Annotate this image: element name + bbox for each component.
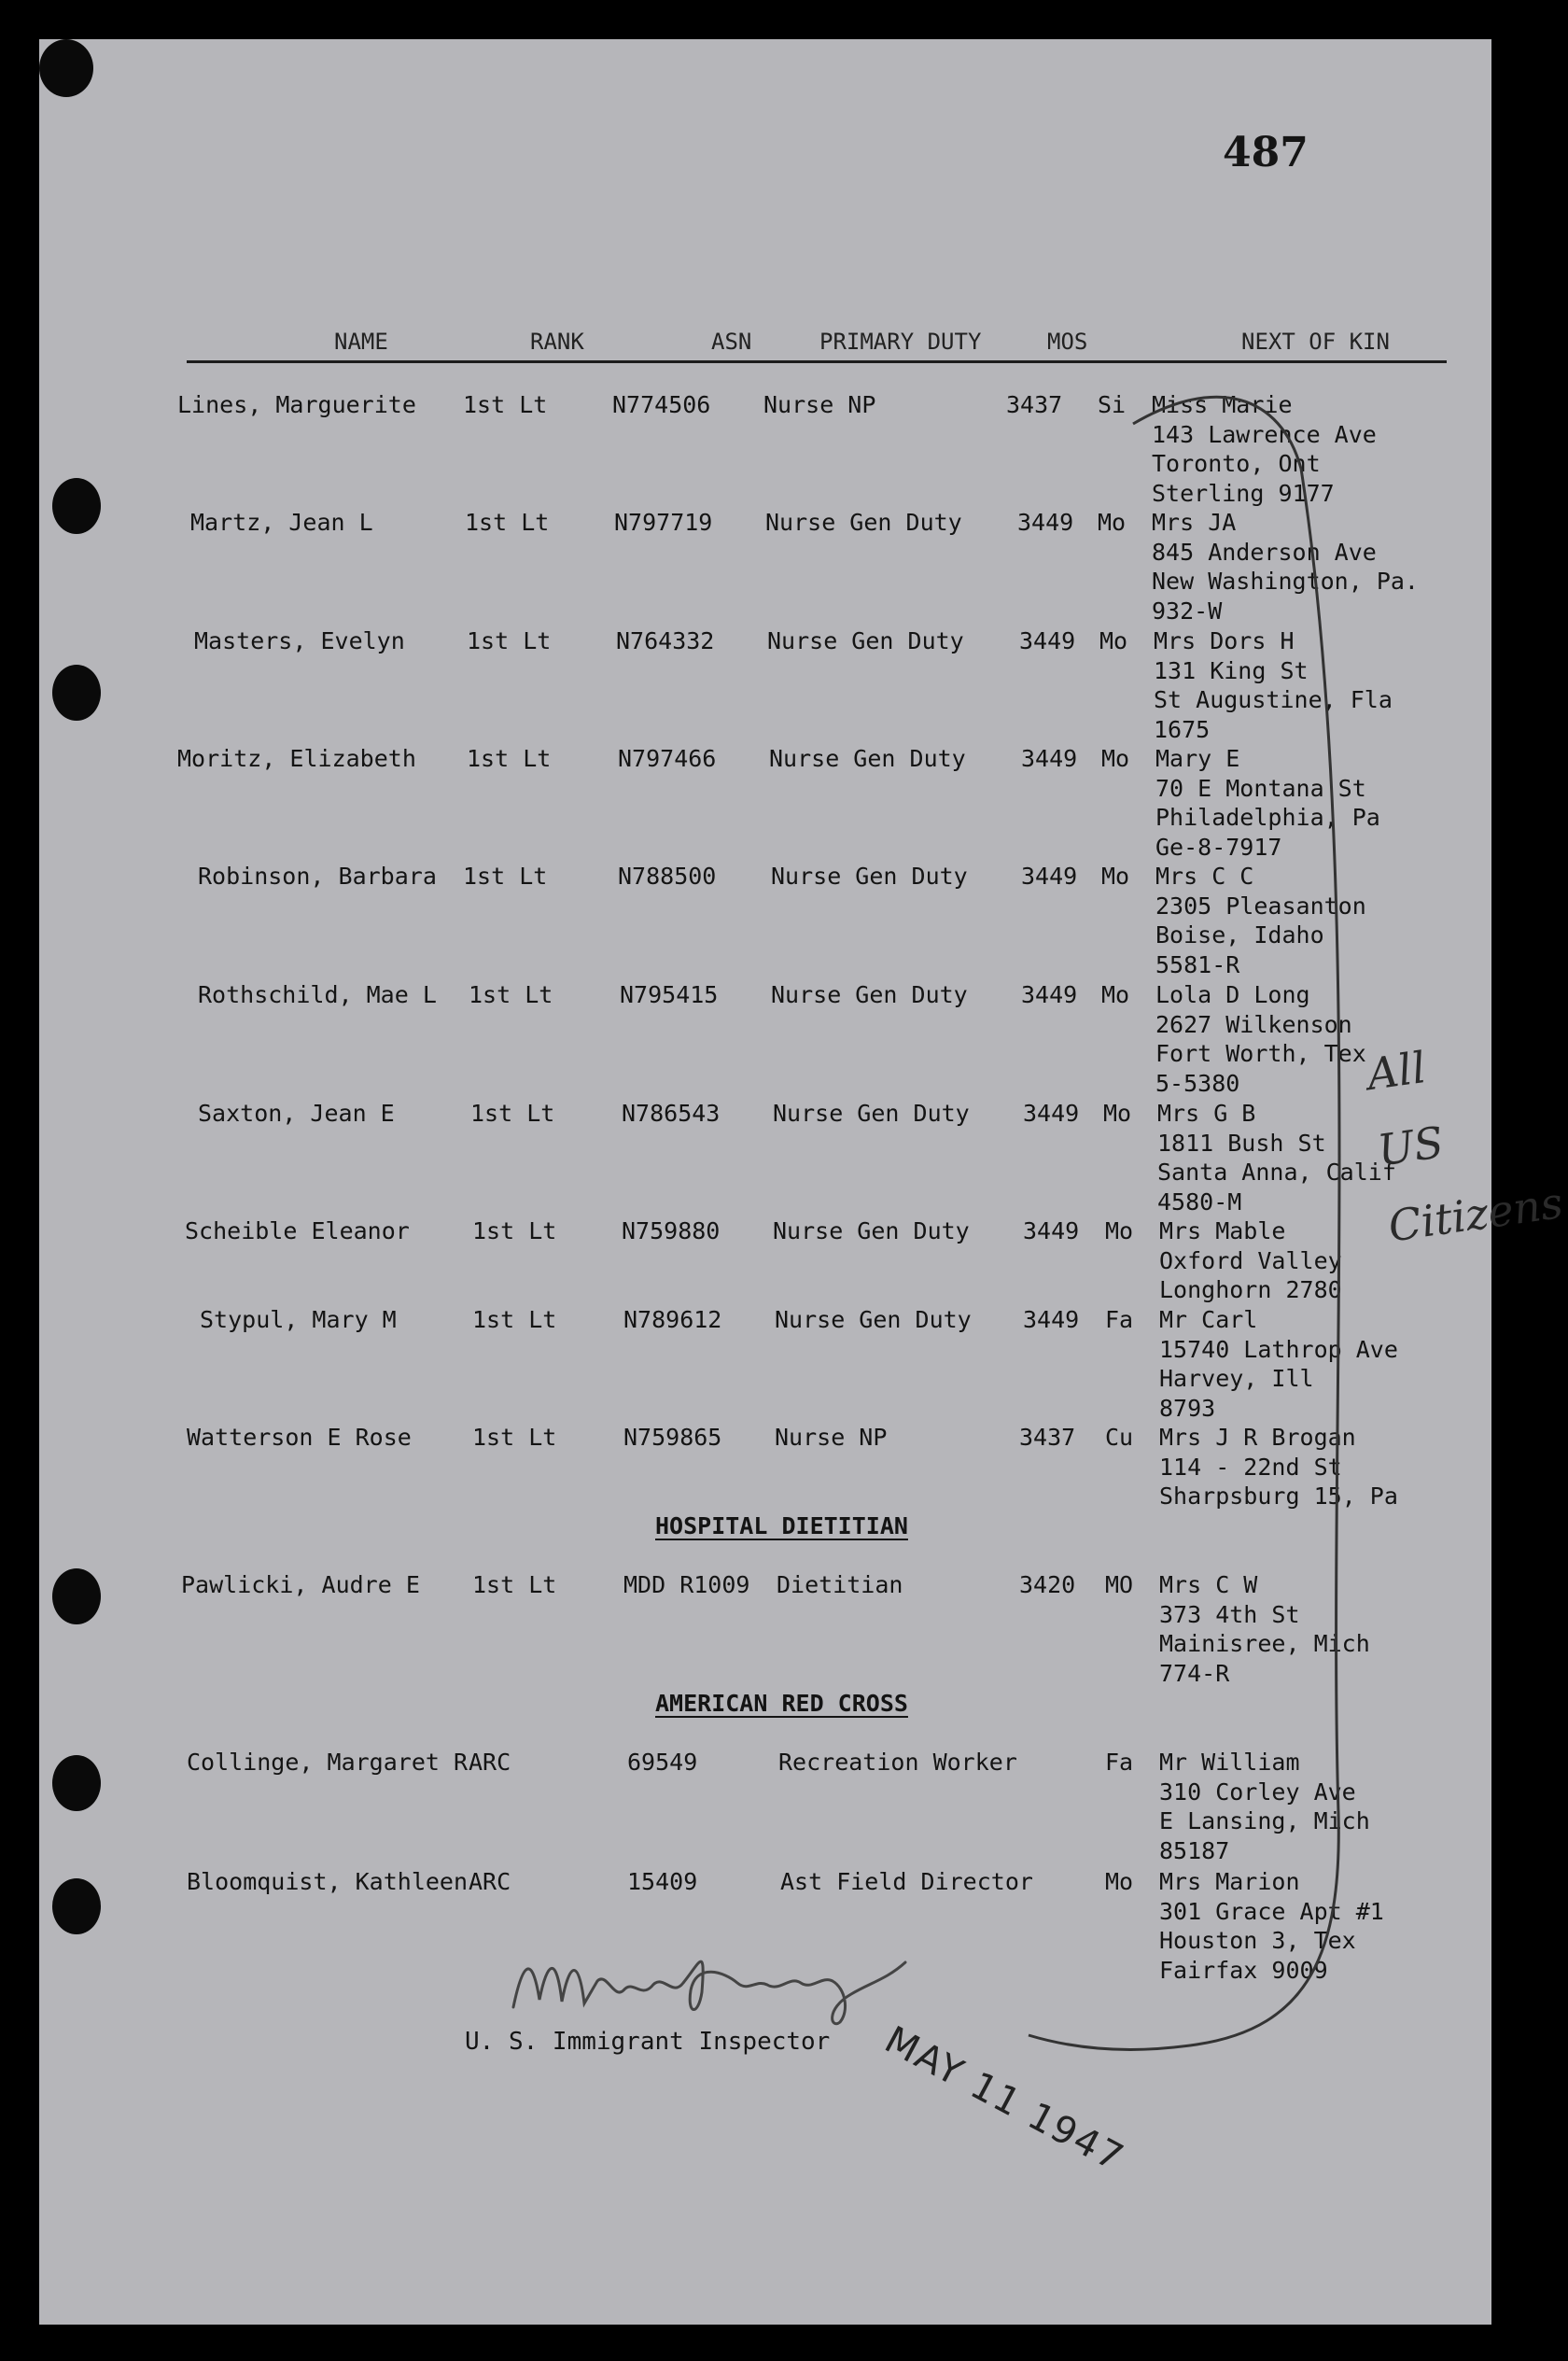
- entry-mos: 3437: [1019, 1424, 1076, 1451]
- inspector-signature-icon: [504, 1925, 924, 2028]
- kin-line: Mrs JA: [1152, 509, 1237, 536]
- kin-line: 143 Lawrence Ave: [1152, 420, 1377, 448]
- section-title-american-red-cross: AMERICAN RED CROSS: [655, 1690, 908, 1717]
- entry-name: Bloomquist, Kathleen: [187, 1868, 469, 1895]
- col-header-name: NAME: [334, 329, 388, 355]
- inspector-title: U. S. Immigrant Inspector: [465, 2028, 831, 2056]
- kin-line: Miss Marie: [1152, 391, 1293, 418]
- entry-relation: Fa: [1105, 1749, 1134, 1776]
- kin-line: Mr William: [1159, 1749, 1300, 1776]
- col-header-asn: ASN: [711, 329, 752, 355]
- entry-duty: Nurse NP: [763, 391, 876, 418]
- entry-rank: 1st Lt: [467, 745, 552, 772]
- entry-rank: 1st Lt: [463, 391, 548, 418]
- kin-line: Sharpsburg 15, Pa: [1159, 1483, 1398, 1510]
- kin-line: 774-R: [1159, 1659, 1230, 1687]
- kin-line: Oxford Valley: [1159, 1246, 1342, 1274]
- entry-relation: Mo: [1101, 981, 1130, 1008]
- col-header-rank: RANK: [530, 329, 584, 355]
- entry-mos: 3449: [1021, 863, 1078, 890]
- entry-duty: Nurse Gen Duty: [775, 1306, 972, 1333]
- margin-note: [1362, 1023, 1566, 1265]
- kin-line: 301 Grace Apt #1: [1159, 1897, 1384, 1925]
- entry-name: Rothschild, Mae L: [198, 981, 437, 1008]
- entry-duty: Recreation Worker: [778, 1749, 1017, 1776]
- entry-asn: N774506: [612, 391, 711, 418]
- entry-mos: 3437: [1006, 391, 1063, 418]
- next-of-kin-block: [1159, 1570, 1370, 1688]
- kin-line: 4580-M: [1157, 1188, 1242, 1216]
- entry-mos: 3449: [1019, 627, 1076, 654]
- entry-relation: Mo: [1105, 1868, 1134, 1895]
- entry-rank: 1st Lt: [465, 509, 550, 536]
- entry-name: Watterson E Rose: [187, 1424, 412, 1451]
- entry-duty: Nurse Gen Duty: [767, 627, 964, 654]
- entry-relation: Cu: [1105, 1424, 1134, 1451]
- entry-mos: 3449: [1023, 1217, 1080, 1244]
- kin-line: Santa Anna, Calif: [1157, 1159, 1396, 1186]
- next-of-kin-block: [1159, 1748, 1370, 1865]
- entry-asn: N759865: [623, 1424, 722, 1451]
- kin-line: 932-W: [1152, 597, 1223, 625]
- kin-line: 15740 Lathrop Ave: [1159, 1335, 1398, 1363]
- kin-line: Fort Worth, Tex: [1155, 1040, 1366, 1067]
- kin-line: 2627 Wilkenson: [1155, 1010, 1352, 1038]
- entry-relation: Mo: [1099, 627, 1128, 654]
- margin-note-line: All: [1364, 1041, 1429, 1101]
- kin-line: Mary E: [1155, 745, 1240, 772]
- entry-asn: N795415: [620, 981, 719, 1008]
- entry-rank: 1st Lt: [463, 863, 548, 890]
- kin-line: Fairfax 9009: [1159, 1956, 1328, 1984]
- next-of-kin-block: [1152, 508, 1419, 625]
- kin-line: New Washington, Pa.: [1152, 568, 1419, 595]
- kin-line: 373 4th St: [1159, 1600, 1300, 1628]
- kin-line: 1675: [1154, 715, 1211, 743]
- entry-name: Robinson, Barbara: [198, 863, 437, 890]
- kin-line: 5-5380: [1155, 1069, 1240, 1097]
- punch-hole-icon: [52, 1755, 101, 1811]
- entry-name: Saxton, Jean E: [198, 1100, 395, 1127]
- entry-duty: Nurse Gen Duty: [771, 981, 968, 1008]
- entry-relation: Mo: [1101, 863, 1130, 890]
- entry-mos: 3449: [1023, 1100, 1080, 1127]
- next-of-kin-block: [1157, 1099, 1396, 1216]
- kin-line: Mr Carl: [1159, 1306, 1258, 1333]
- next-of-kin-block: [1155, 862, 1366, 979]
- entry-rank: ARC: [469, 1749, 511, 1776]
- kin-line: E Lansing, Mich: [1159, 1807, 1370, 1834]
- next-of-kin-block: [1159, 1216, 1342, 1305]
- col-header-next-of-kin: NEXT OF KIN: [1241, 329, 1390, 355]
- entry-rank: 1st Lt: [470, 1100, 555, 1127]
- entry-name: Martz, Jean L: [190, 509, 373, 536]
- entry-relation: Mo: [1098, 509, 1127, 536]
- entry-rank: 1st Lt: [472, 1571, 557, 1598]
- entry-asn: N764332: [616, 627, 715, 654]
- entry-asn: N759880: [622, 1217, 721, 1244]
- kin-line: 845 Anderson Ave: [1152, 538, 1377, 566]
- entry-rank: 1st Lt: [469, 981, 553, 1008]
- col-header-primary-duty: PRIMARY DUTY: [819, 329, 982, 355]
- kin-line: 2305 Pleasanton: [1155, 892, 1366, 920]
- kin-line: Boise, Idaho: [1155, 921, 1324, 949]
- entry-relation: Mo: [1105, 1217, 1134, 1244]
- entry-asn: 69549: [627, 1749, 698, 1776]
- page-number: 487: [1223, 129, 1309, 176]
- punch-hole-icon: [52, 665, 101, 721]
- kin-line: Mrs C W: [1159, 1571, 1258, 1598]
- entry-rank: 1st Lt: [472, 1424, 557, 1451]
- entry-asn: MDD R1009: [623, 1571, 750, 1598]
- entry-relation: Mo: [1103, 1100, 1132, 1127]
- entry-duty: Nurse Gen Duty: [769, 745, 966, 772]
- kin-line: Longhorn 2780: [1159, 1276, 1342, 1303]
- entry-rank: 1st Lt: [472, 1217, 557, 1244]
- kin-line: Mrs Mable: [1159, 1217, 1286, 1244]
- entry-rank: ARC: [469, 1868, 511, 1895]
- entry-name: Stypul, Mary M: [200, 1306, 397, 1333]
- entry-asn: N789612: [623, 1306, 722, 1333]
- entry-name: Scheible Eleanor: [185, 1217, 410, 1244]
- next-of-kin-block: [1155, 980, 1366, 1098]
- kin-line: Philadelphia, Pa: [1155, 804, 1380, 831]
- next-of-kin-block: [1159, 1423, 1398, 1511]
- kin-line: Ge-8-7917: [1155, 833, 1282, 861]
- next-of-kin-block: [1152, 390, 1377, 508]
- col-header-mos: MOS: [1047, 329, 1088, 355]
- entry-asn: N797466: [618, 745, 717, 772]
- entry-name: Masters, Evelyn: [194, 627, 405, 654]
- punch-hole-icon: [52, 478, 101, 534]
- entry-duty: Nurse Gen Duty: [765, 509, 962, 536]
- next-of-kin-block: [1159, 1867, 1384, 1985]
- entry-asn: N786543: [622, 1100, 721, 1127]
- kin-line: Toronto, Ont: [1152, 450, 1321, 477]
- document-page: [39, 39, 1566, 2325]
- entry-name: Pawlicki, Audre E: [181, 1571, 420, 1598]
- entry-asn: N797719: [614, 509, 713, 536]
- entry-rank: 1st Lt: [472, 1306, 557, 1333]
- margin-note-line: US: [1374, 1117, 1447, 1176]
- entry-duty: Nurse Gen Duty: [771, 863, 968, 890]
- kin-line: Houston 3, Tex: [1159, 1927, 1356, 1954]
- entry-mos: 3449: [1017, 509, 1074, 536]
- kin-line: Mrs C C: [1155, 863, 1254, 890]
- entry-name: Collinge, Margaret R: [187, 1749, 469, 1776]
- entry-name: Lines, Marguerite: [177, 391, 416, 418]
- kin-line: St Augustine, Fla: [1154, 686, 1393, 713]
- entry-relation: MO: [1105, 1571, 1134, 1598]
- kin-line: Sterling 9177: [1152, 479, 1335, 507]
- kin-line: Mrs Marion: [1159, 1868, 1300, 1895]
- kin-line: Lola D Long: [1155, 981, 1310, 1008]
- entry-duty: Nurse NP: [775, 1424, 888, 1451]
- entry-duty: Nurse Gen Duty: [773, 1217, 970, 1244]
- punch-hole-icon: [39, 39, 93, 97]
- kin-line: Harvey, Ill: [1159, 1365, 1314, 1392]
- kin-line: 114 - 22nd St: [1159, 1453, 1342, 1481]
- entry-mos: 3449: [1021, 745, 1078, 772]
- entry-relation: Mo: [1101, 745, 1130, 772]
- entry-asn: 15409: [627, 1868, 698, 1895]
- entry-mos: 3449: [1021, 981, 1078, 1008]
- kin-line: 310 Corley Ave: [1159, 1778, 1356, 1806]
- next-of-kin-block: [1159, 1305, 1398, 1423]
- kin-line: Mrs Dors H: [1154, 627, 1295, 654]
- next-of-kin-block: [1155, 744, 1380, 862]
- entry-duty: Dietitian: [777, 1571, 903, 1598]
- entry-duty: Nurse Gen Duty: [773, 1100, 970, 1127]
- kin-line: 1811 Bush St: [1157, 1129, 1326, 1157]
- entry-rank: 1st Lt: [467, 627, 552, 654]
- kin-line: 85187: [1159, 1836, 1230, 1864]
- next-of-kin-block: [1154, 626, 1393, 744]
- entry-relation: Si: [1098, 391, 1127, 418]
- kin-line: 70 E Montana St: [1155, 774, 1366, 802]
- margin-note-line: Citizens: [1385, 1176, 1566, 1252]
- kin-line: Mrs G B: [1157, 1100, 1256, 1127]
- header-rule: [187, 360, 1447, 363]
- entry-relation: Fa: [1105, 1306, 1134, 1333]
- entry-mos: 3420: [1019, 1571, 1076, 1598]
- punch-hole-icon: [52, 1568, 101, 1624]
- kin-line: 131 King St: [1154, 656, 1309, 684]
- entry-name: Moritz, Elizabeth: [177, 745, 416, 772]
- kin-line: 5581-R: [1155, 950, 1240, 978]
- kin-line: Mainisree, Mich: [1159, 1630, 1370, 1657]
- kin-line: 8793: [1159, 1394, 1216, 1422]
- entry-duty: Ast Field Director: [780, 1868, 1033, 1895]
- punch-hole-icon: [52, 1878, 101, 1934]
- section-title-hospital-dietitian: HOSPITAL DIETITIAN: [655, 1512, 908, 1539]
- entry-mos: 3449: [1023, 1306, 1080, 1333]
- kin-line: Mrs J R Brogan: [1159, 1424, 1356, 1451]
- entry-asn: N788500: [618, 863, 717, 890]
- date-stamp: MAY 11 1947: [877, 2018, 1132, 2181]
